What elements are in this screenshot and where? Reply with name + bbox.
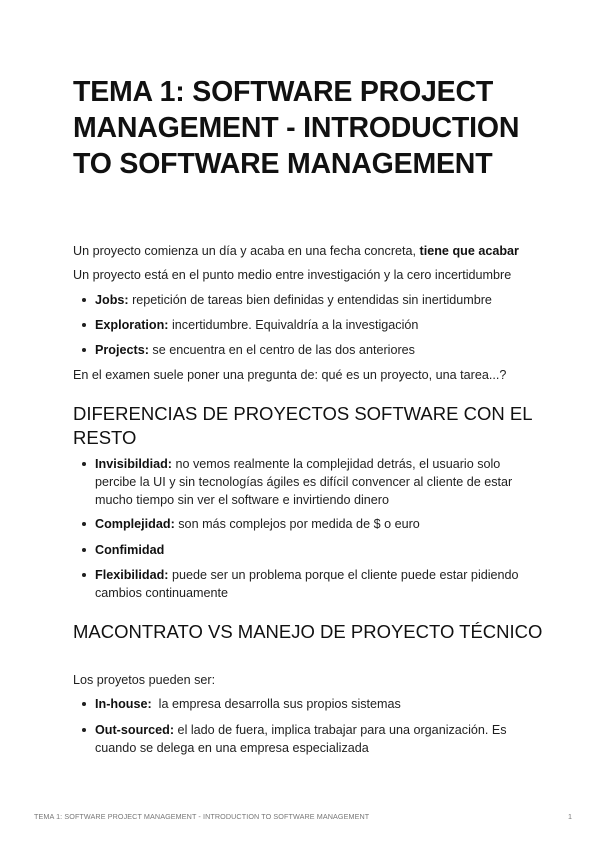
list-text: el lado de fuera, implica trabajar para una organización. Es cuando se delega en una empresa especializada [95,723,507,755]
list-term: Projects: [95,343,149,357]
list-term: Out-sourced: [95,723,175,737]
intro-bold: tiene que acabar [419,244,519,258]
list-term: Jobs: [95,293,129,307]
list-item [95,316,535,334]
list-term: Invisibildiad: [95,457,172,471]
list-text: la empresa desarrolla sus propios sistemas [151,697,401,711]
list-item [95,515,535,533]
list-item [95,566,535,602]
list-text: repetición de tareas bien definidas y entendidas sin inertidumbre [128,293,492,307]
list-item [95,341,535,359]
document-title: TEMA 1: SOFTWARE PROJECT MANAGEMENT - INTRODUCTION TO SOFTWARE MANAGEMENT [73,76,520,180]
intro-text: Un proyecto comienza un día y acaba en una fecha concreta, [73,244,420,258]
list-text: incertidumbre. Equivaldría a la investigación [168,318,419,332]
footer-title: TEMA 1: SOFTWARE PROJECT MANAGEMENT - INTRODUCTION TO SOFTWARE MANAGEMENT [34,812,370,821]
list-item [95,721,535,757]
list-text: puede ser un problema porque el cliente puede estar pidiendo cambios continuamente [95,568,519,600]
section-heading-differences: DIFERENCIAS DE PROYECTOS SOFTWARE CON EL RESTO [73,403,532,448]
list-term: Confimidad [95,543,165,557]
intro-paragraph-1 [73,242,543,260]
list-item [95,541,535,559]
list-text: no vemos realmente la complejidad detrás, el usuario solo percibe la UI y sin tecnologías ágiles es difícil convencer al cliente de estar mucho tiempo sin ver el software e invirtiendo dinero [95,457,513,507]
list-text: son más complejos por medida de $ o euro [174,517,420,531]
page-number: 1 [568,812,572,821]
section2-intro: Los proyetos pueden ser: [73,673,216,687]
list-item [95,695,535,713]
section-heading-contract: MACONTRATO VS MANEJO DE PROYECTO TÉCNICO [73,621,543,642]
list-term: Flexibilidad: [95,568,169,582]
list-text: se encuentra en el centro de las dos anteriores [148,343,415,357]
list-term: Exploration: [95,318,169,332]
list-item [95,455,535,509]
list-term: Complejidad: [95,517,175,531]
list-item [95,291,535,309]
intro-paragraph-2: Un proyecto está en el punto medio entre investigación y la cero incertidumbre [73,268,512,282]
list-term: In-house: [95,697,152,711]
exam-note: En el examen suele poner una pregunta de: qué es un proyecto, una tarea...? [73,368,507,382]
